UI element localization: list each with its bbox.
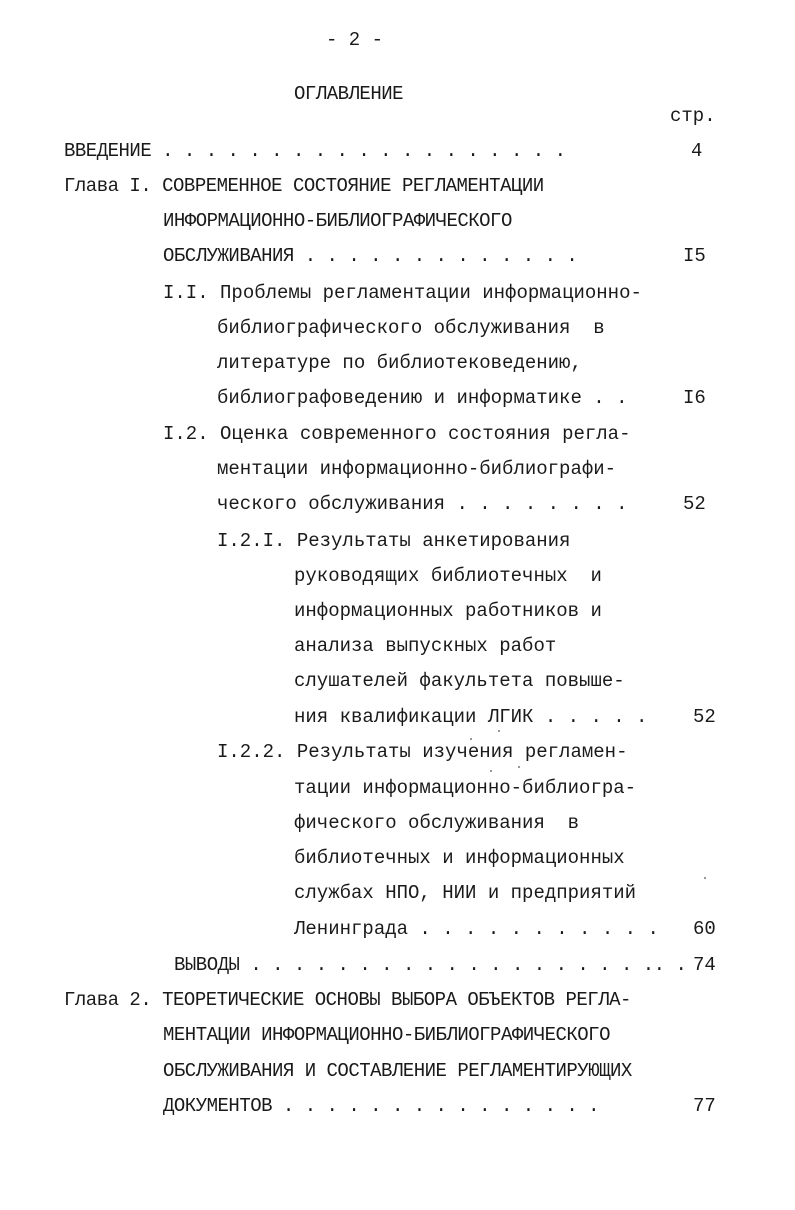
toc-entry-line: ментации информационно-библиографи- xyxy=(217,458,617,480)
scan-speck xyxy=(518,766,520,768)
scan-speck xyxy=(470,738,472,740)
toc-entry-line: библиографического обслуживания в xyxy=(217,317,605,339)
toc-entry-line: фического обслуживания в xyxy=(294,812,580,834)
toc-entry-line: руководящих библиотечных и xyxy=(294,565,602,587)
toc-entry-line: I.2.2. Результаты изучения регламен- xyxy=(217,741,628,763)
toc-entry-line: I.I. Проблемы регламентации информационно- xyxy=(163,282,642,304)
toc-entry-line: Глава 2. ТЕОРЕТИЧЕСКИЕ ОСНОВЫ ВЫБОРА ОБЪЕКТОВ РЕГЛА- xyxy=(64,989,631,1011)
toc-entry-line: ВВЕДЕНИЕ . . . . . . . . . . . . . . . . . . . xyxy=(64,140,566,162)
toc-entry-page: 77 xyxy=(693,1095,716,1117)
toc-entry-line: Глава I. СОВРЕМЕННОЕ СОСТОЯНИЕ РЕГЛАМЕНТАЦИИ xyxy=(64,175,544,197)
toc-entry-page: 60 xyxy=(693,918,716,940)
toc-entry-line: МЕНТАЦИИ ИНФОРМАЦИОННО-БИБЛИОГРАФИЧЕСКОГО xyxy=(163,1024,610,1046)
toc-entry-page: 74 xyxy=(693,954,716,976)
toc-entry-line: тации информационно-библиогра- xyxy=(294,777,637,799)
toc-entry-line: информационных работников и xyxy=(294,600,602,622)
toc-entry-page: I6 xyxy=(683,387,706,409)
toc-entry-line: I.2.I. Результаты анкетирования xyxy=(217,530,571,552)
toc-entry-line: ВЫВОДЫ . . . . . . . . . . . . . . . . . . .. . xyxy=(174,954,687,976)
page-number: - 2 - xyxy=(326,29,384,51)
toc-entry-page: I5 xyxy=(683,245,706,267)
toc-entry-page: 4 xyxy=(691,140,703,162)
toc-entry-line: ИНФОРМАЦИОННО-БИБЛИОГРАФИЧЕСКОГО xyxy=(163,210,512,232)
toc-entry-line: ОБСЛУЖИВАНИЯ . . . . . . . . . . . . . xyxy=(163,245,578,267)
scan-speck xyxy=(704,877,706,879)
toc-title: ОГЛАВЛЕНИЕ xyxy=(294,83,404,105)
toc-entry-line: ния квалификации ЛГИК . . . . . xyxy=(294,706,648,728)
toc-entry-line: литературе по библиотековедению, xyxy=(217,352,582,374)
toc-entry-line: службах НПО, НИИ и предприятий xyxy=(294,882,637,904)
toc-entry-page: 52 xyxy=(693,706,716,728)
toc-entry-line: Ленинграда . . . . . . . . . . . xyxy=(294,918,659,940)
toc-entry-line: слушателей факультета повыше- xyxy=(294,670,625,692)
toc-entry-line: ДОКУМЕНТОВ . . . . . . . . . . . . . . . xyxy=(163,1095,600,1117)
toc-entry-page: 52 xyxy=(683,493,706,515)
toc-entry-line: ческого обслуживания . . . . . . . . xyxy=(217,493,628,515)
toc-entry-line: ОБСЛУЖИВАНИЯ И СОСТАВЛЕНИЕ РЕГЛАМЕНТИРУЮЩИХ xyxy=(163,1060,632,1082)
toc-entry-line: анализа выпускных работ xyxy=(294,635,557,657)
page-column-header: стр. xyxy=(670,105,716,127)
scan-speck xyxy=(490,770,492,772)
scan-speck xyxy=(498,730,500,732)
toc-entry-line: библиотечных и информационных xyxy=(294,847,625,869)
toc-entry-line: библиографоведению и информатике . . xyxy=(217,387,628,409)
toc-entry-line: I.2. Оценка современного состояния регла- xyxy=(163,423,631,445)
